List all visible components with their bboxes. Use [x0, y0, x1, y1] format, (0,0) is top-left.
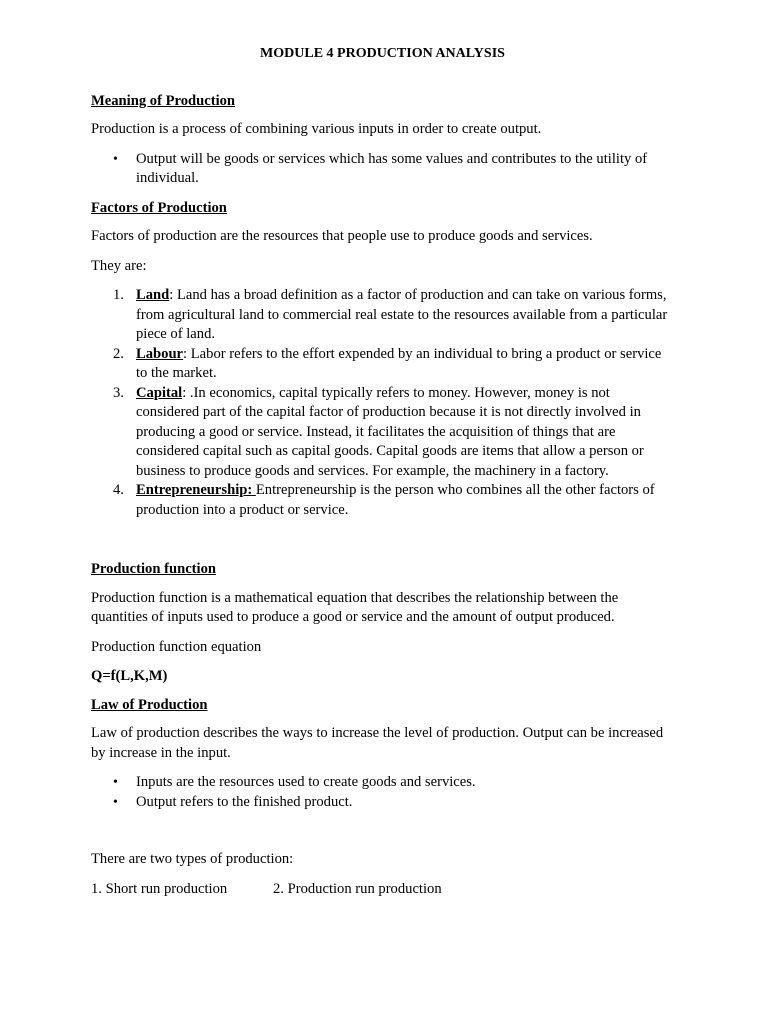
meaning-bullet-list	[91, 150, 674, 189]
list-number: 3.	[113, 384, 124, 401]
bullet-text: Output will be goods or services which has some values and contributes to the utility of individual.	[136, 150, 648, 186]
section-heading-factors: Factors of Production	[91, 199, 227, 216]
list-number: 2.	[113, 345, 124, 362]
meaning-paragraph: Production is a process of combining various inputs in order to create output.	[91, 121, 542, 137]
factor-term-land: Land	[136, 287, 170, 303]
factors-intro-paragraph: Factors of production are the resources that people use to produce goods and services.	[91, 228, 593, 244]
blank-line	[91, 530, 674, 560]
factors-they-are: They are:	[91, 257, 147, 274]
law-bullet-list	[91, 773, 674, 812]
factor-description: Labor refers to the effort expended by an individual to bring a product or service to the market.	[136, 345, 662, 381]
list-number: 4.	[113, 482, 124, 498]
list-item	[113, 773, 674, 793]
type-short-run: 1. Short run production	[91, 880, 228, 897]
factor-term-entrepreneurship: Entrepreneurship:	[136, 482, 256, 498]
type-production-run: 2. Production run production	[273, 880, 442, 897]
factor-separator: :	[183, 345, 191, 362]
equation-label: Production function equation	[91, 638, 262, 655]
bullet-text: Output refers to the finished product.	[136, 793, 353, 810]
list-number: 1.	[113, 287, 124, 303]
factor-description: Entrepreneurship is the person who combines all the other factors of production into a product or service.	[136, 482, 655, 518]
factor-term-capital: Capital	[136, 384, 183, 401]
types-row	[91, 880, 674, 900]
factor-separator: :	[169, 287, 177, 303]
production-equation: Q=f(L,K,M)	[91, 668, 168, 684]
section-heading-law: Law of Production	[91, 696, 208, 713]
law-paragraph: Law of production describes the ways to increase the level of production. Output can be increased by increase in the input.	[91, 725, 664, 761]
bullet-icon: •	[113, 775, 118, 790]
factor-separator: :	[182, 384, 190, 401]
list-item	[113, 286, 674, 345]
list-item	[113, 793, 674, 813]
list-item	[113, 384, 674, 482]
section-heading-production-function: Production function	[91, 561, 217, 577]
production-function-paragraph: Production function is a mathematical equation that describes the relationship between the quantities of inputs used to produce a good or service and the amount of output produced.	[91, 589, 619, 625]
factors-numbered-list	[91, 286, 674, 520]
section-heading-meaning: Meaning of Production	[91, 92, 236, 109]
types-intro: There are two types of production:	[91, 851, 294, 867]
factor-description: .In economics, capital typically refers to money. However, money is not considered part of the capital factor of production because it is not directly involved in producing a good or service. Instead, it facilitates the acquisition of things that are considered capital such as capital goods. Capital goods are items that allow a person or business to produce goods and services. For example, the machinery in a factory.	[136, 384, 644, 479]
list-item	[113, 150, 674, 189]
document-title: MODULE 4 PRODUCTION ANALYSIS	[260, 46, 505, 61]
bullet-text: Inputs are the resources used to create goods and services.	[136, 774, 476, 790]
bullet-icon: •	[113, 151, 118, 167]
list-item	[113, 345, 674, 384]
factor-description: Land has a broad definition as a factor of production and can take on various forms, from agricultural land to commercial real estate to the resources available from a particular piece of land.	[136, 287, 668, 342]
list-item	[113, 481, 674, 520]
factor-term-labour: Labour	[136, 345, 184, 362]
bullet-icon: •	[113, 794, 118, 810]
blank-line	[91, 822, 674, 850]
